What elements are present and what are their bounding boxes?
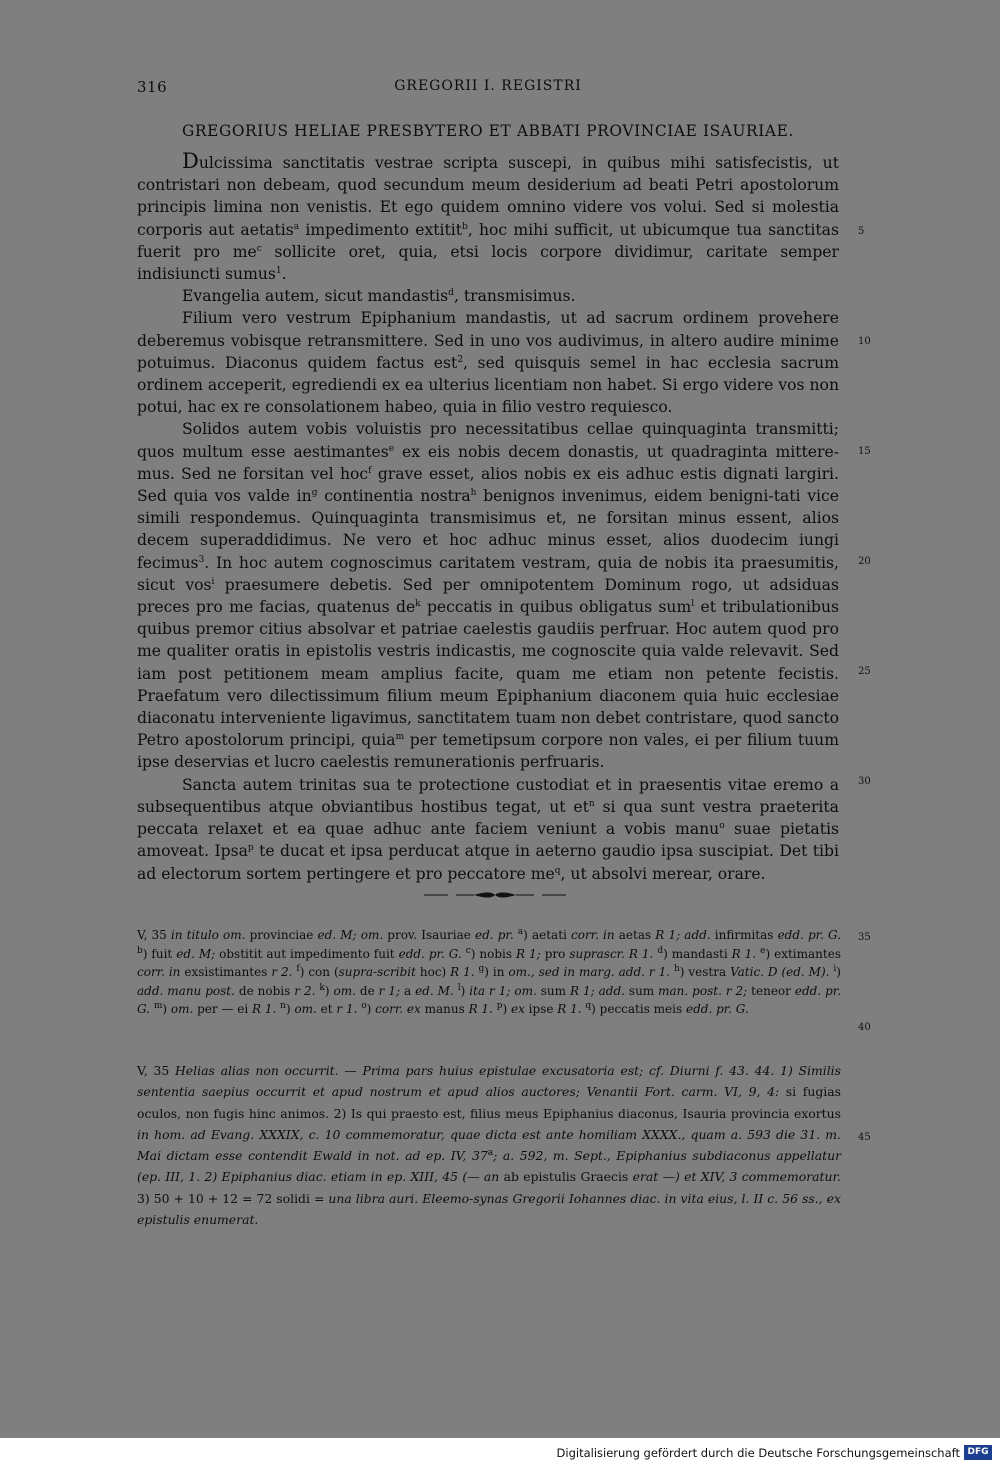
line-number: 45 xyxy=(858,1132,871,1143)
digitization-footer xyxy=(0,1438,1000,1468)
line-number: 15 xyxy=(858,446,871,457)
paragraph: Sancta autem trinitas sua te protectione custodiat et in praesentis vitae eremo a subsequentibus atque obviantibus hostibus tegat, ut $et^n$ si qua sunt vestra praeterita peccata relaxet et ea quae adhuc ante faciem veniunt a vobis manu$^o$ suae pietatis amoveat. Ipsa$^p$ te ducat et ipsa perducat atque in aeterno gaudio ipsa suscipiat. Det tibi ad electorum sortem pertingere et pro peccatore $me^q$, ut absolvi merear, orare. xyxy=(137,775,839,883)
dfg-logo: DFG xyxy=(964,1445,992,1460)
line-number: 10 xyxy=(858,336,871,347)
running-title: GREGORII I. REGISTRI xyxy=(394,78,582,94)
letter-title: GREGORIUS HELIAE PRESBYTERO ET ABBATI PROVINCIAE ISAURIAE. xyxy=(182,122,794,140)
initial-letter: D xyxy=(182,149,199,173)
running-header xyxy=(137,78,839,100)
line-number: 35 xyxy=(858,932,871,943)
line-number: 20 xyxy=(858,556,871,567)
line-number: 5 xyxy=(858,226,865,237)
line-number: 40 xyxy=(858,1022,871,1033)
critical-apparatus xyxy=(137,926,841,1019)
paragraph: Dulcissima sanctitatis vestrae scripta suscepi, in quibus mihi satisfecistis, ut contristari non debeam, quod secundum meum desiderium ad beati Petri apostolorum principis limina non venistis. Et ego quidem omnino videre vos volui. Sed si molestia corporis aut aetatis$^a$ impedimento extitit$^b$, hoc mihi sufficit, ut ubicumque tua sanctitas fuerit pro $me^c$ sollicite oret, quia, etsi locis corpore dividimur, caritate semper indisiuncti sumus$^1$. xyxy=(137,149,839,284)
section-ornament xyxy=(420,888,570,902)
line-number: 30 xyxy=(858,776,871,787)
commentary-text: V, 35 Helias alias non occurrit. — Prima pars huius epistulae excusatoria est; cf. Diurni f. 43. 44. 1) Similis sententia saepius occurrit et apud nostrum et apud alios auctores; Venantii Fort. carm. VI, 9, 4: si fugias oculos, non fugis hinc animos. 2) Is qui praesto est, filius meus Epiphanius diaconus, Isauria provincia exortus in hom. ad Evang. XXXIX, c. 10 commemoratur, quae dicta est ante homiliam XXXX., quam a. 593 die 31. m. Mai dictam esse contendit Ewald in not. ad ep. IV, 37$^a$; a. 592, m. Sept., Epiphanius subdiaconus appellatur (ep. III, 1. 2) Epiphanius diac. etiam in ep. XIII, 45 (— an ab epistulis Graecis erat —) et XIV, 3 commemoratur. 3) 50 + 10 + 12 = 72 solidi = una libra auri. Eleemo-synas Gregorii Iohannes diac. in vita eius, l. II c. 56 ss., ex epistulis enumerat. xyxy=(137,1063,842,1228)
line-number: 25 xyxy=(858,666,871,677)
paragraph: Filium vero vestrum Epiphanium mandastis, ut ad sacrum ordinem provehere deberemus vobisque retransmittere. Sed in uno vos audivimus, in altero audire minime potuimus. Diaconus quidem factus est$^2$, sed quisquis semel in hac ecclesia sacrum ordinem acceperit, egrediendi ex ea ulterius licentiam non habet. Si ergo videre vos non potui, hac ex re consolationem habeo, quia in filio vestro requiesco. xyxy=(137,309,840,417)
letter-body xyxy=(137,150,839,885)
paragraph: Evangelia autem, sicut mandastis$^d$, transmisimus. xyxy=(182,287,576,306)
page-number: 316 xyxy=(137,78,168,96)
apparatus-text: V, 35 in titulo om. provinciae ed. M; om. prov. Isauriae ed. pr. $^a$) aetati corr. in aetas R 1; add. infirmitas edd. pr. G. $^b$) fuit ed. M; obstitit aut impedimento fuit edd. pr. G. $^c$) nobis R 1; pro suprascr. R 1. $^d$) mandasti R 1. $^e$) extimantes corr. in exsistimantes r 2. $^f$) con (supra-scribit hoc) R 1. $^g$) in om., sed in marg. add. r 1. $^h$) vestra Vatic. D (ed. M). $^i$) add. manu post. de nobis r 2. $^k$) om. de r 1; a ed. M. $^l$) ita r 1; om. sum R 1; add. sum man. post. r 2; teneor edd. pr. G. $^m$) om. per — ei R 1. $^n$) om. et r 1. $^o$) corr. ex manus R 1. $^p$) ex ipse R 1. $^q$) peccatis meis edd. pr. G. xyxy=(137,927,842,1017)
paragraph: Solidos autem vobis voluistis pro necessitatibus cellae quinquaginta transmitti; quos multum esse aestimantes$^e$ ex eis nobis decem donastis, ut quadraginta mittere-mus. Sed ne forsitan vel hoc$^f$ grave esset, alios nobis ex eis adhuc estis dignati largiri. Sed quia vos valde $in^g$ continentia nostra$^h$ benignos invenimus, eidem benigni-tati vice simili respondemus. Quinquaginta transmisimus et, ne forsitan minus essent, alios decem superaddidimus. Ne vero et hoc adhuc minus esset, alios duodecim iungi fecimus$^3$. In hoc autem cognoscimus caritatem vestram, quia de nobis ita praesumitis, sicut vos$^i$ praesumere debetis. Sed per omnipotentem Dominum rogo, ut adsiduas preces pro me facias, quatenus $de^k$ peccatis in quibus obligatus sum$^l$ et tribulationibus quibus premor citius absolvar et patriae caelestis gaudiis perfruar. Hoc autem quod pro me qualiter oratis in epistolis vestris indicastis, me cognoscite quia valde relevavit. Sed iam post petitionem meam amplius facite, quam me etiam non petente fecistis. Praefatum vero dilectissimum filium meum Epiphanium diaconem quia huic ecclesiae diaconatu interveniente ligavimus, sanctitatem tuam non debet contristare, quod sancto Petro apostolorum principi, quia$^m$ per temetipsum corpore non vales, ei per filium tuum ipse deservias et lucro caelestis remunerationis perfruaris. xyxy=(137,420,840,772)
funding-notice: Digitalisierung gefördert durch die Deutsche Forschungsgemeinschaft xyxy=(556,1446,960,1460)
commentary-notes xyxy=(137,1060,841,1230)
